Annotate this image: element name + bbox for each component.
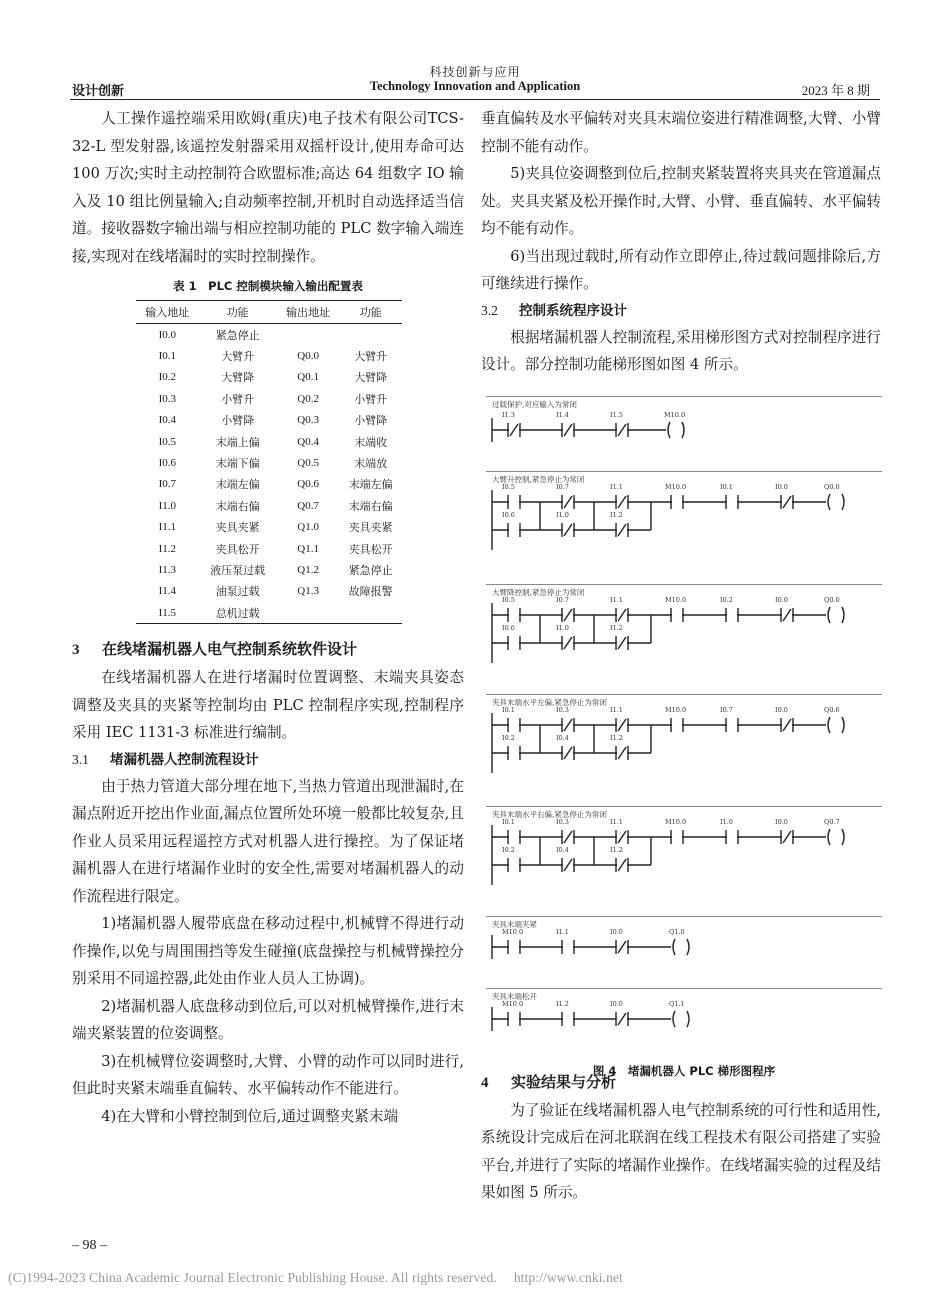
table-cell: 大臂升 xyxy=(221,350,255,364)
table-header-cell: 输入地址 xyxy=(136,301,199,324)
contact-label: I1.2 xyxy=(610,511,623,519)
coil-label: Q0.7 xyxy=(824,818,840,826)
journal-title-en: Technology Innovation and Application xyxy=(369,79,581,93)
output-coil xyxy=(671,938,691,956)
table-header-cell: 功能 xyxy=(199,301,277,324)
contact-label: I1.0 xyxy=(720,818,733,826)
table-row xyxy=(136,474,402,495)
table-row xyxy=(136,345,402,366)
network-title: 大臂升控制,紧急停止为常闭 xyxy=(492,475,585,484)
table-cell: 大臂降 xyxy=(354,371,388,385)
contact-label: I0.0 xyxy=(775,706,788,714)
contact-label: I0.2 xyxy=(502,846,515,854)
contact-label: I1.1 xyxy=(610,596,623,604)
table-cell: I1.5 xyxy=(136,602,199,624)
contact-label: I0.3 xyxy=(556,706,569,714)
section-number: 3 xyxy=(72,642,80,659)
table-cell: I1.0 xyxy=(158,499,176,512)
contact-label: I0.7 xyxy=(556,596,569,604)
contact-label: I1.4 xyxy=(556,411,569,419)
contact-label: I1.1 xyxy=(610,818,623,826)
table-cell: Q0.5 xyxy=(297,457,319,470)
output-coil xyxy=(671,1010,691,1028)
table-row xyxy=(136,324,402,346)
contact-label: I0.0 xyxy=(775,596,788,604)
ladder-rung-graphic xyxy=(486,989,882,1055)
table-cell: 末端右偏 xyxy=(215,499,260,513)
table-cell: 夹具夹紧 xyxy=(215,521,260,535)
contact-label: I0.4 xyxy=(556,846,569,854)
contact-label: M10.0 xyxy=(502,1000,524,1008)
network-title: 夹具末端水平右偏,紧急停止为常闭 xyxy=(492,810,607,819)
list-item-4: 4)在大臂和小臂控制到位后,通过调整夹紧末端 xyxy=(101,1107,399,1125)
contact-label: I1.1 xyxy=(610,483,623,491)
table-cell: I1.4 xyxy=(158,585,176,598)
contact-label: I0.0 xyxy=(775,483,788,491)
table-row xyxy=(136,388,402,409)
contact-label: I0.6 xyxy=(502,511,515,519)
table-cell: 小臂降 xyxy=(221,414,255,428)
table-cell: I0.1 xyxy=(158,350,176,363)
table-row xyxy=(136,495,402,516)
table-caption: 表 1 PLC 控制模块输入输出配置表 xyxy=(173,279,363,293)
contact-label: I0.0 xyxy=(610,928,623,936)
section-3-2-heading xyxy=(481,298,881,324)
table-cell: Q0.0 xyxy=(297,350,319,363)
contact-label: M10.0 xyxy=(502,928,524,936)
section-3-heading xyxy=(72,636,464,664)
contact-label: M10.0 xyxy=(665,706,687,714)
table-cell: Q1.2 xyxy=(297,563,319,576)
list-item-2: 2)堵漏机器人底盘移动到位后,可以对机械臂操作,进行末端夹紧装置的位姿调整。 xyxy=(72,997,464,1043)
contact-label: I1.1 xyxy=(556,928,569,936)
table-cell: I0.0 xyxy=(158,328,176,341)
table-cell: 油泵过载 xyxy=(215,585,260,599)
contact-label: I0.2 xyxy=(502,734,515,742)
contact-label: I0.3 xyxy=(556,818,569,826)
contact-label: M10.0 xyxy=(665,483,687,491)
table-header-cell: 功能 xyxy=(339,301,402,324)
table-cell: I0.7 xyxy=(158,478,176,491)
table-cell: 末端左偏 xyxy=(348,478,393,492)
table-cell: Q1.0 xyxy=(297,521,319,534)
journal-title-cn: 科技创新与应用 xyxy=(429,65,521,79)
figure-4-caption: 图 4 堵漏机器人 PLC 梯形图程序 xyxy=(592,1064,776,1078)
list-item-6: 6)当出现过载时,所有动作立即停止,待过载问题排除后,方可继续进行操作。 xyxy=(481,247,881,292)
table-cell: 夹具松开 xyxy=(348,542,393,556)
contact-label: I0.0 xyxy=(610,1000,623,1008)
table-cell: I1.3 xyxy=(158,563,176,576)
coil-label: M10.0 xyxy=(664,411,686,419)
table-row xyxy=(136,410,402,431)
contact-label: I0.7 xyxy=(556,483,569,491)
table-cell xyxy=(339,324,402,346)
subsection-title: 控制系统程序设计 xyxy=(519,302,627,319)
table-cell: Q1.1 xyxy=(297,542,319,555)
table-cell: 末端上偏 xyxy=(215,435,260,449)
list-item-1: 1)堵漏机器人履带底盘在移动过程中,机械臂不得进行动作操作,以免与周围围挡等发生碰撞(底盘操控与机械臂操控分别采用不同遥控器,此处由作业人员人工协调)。 xyxy=(72,915,464,988)
table-cell: I0.3 xyxy=(158,392,176,405)
contact-label: M10.0 xyxy=(665,596,687,604)
table-cell: I1.1 xyxy=(158,521,176,534)
ladder-network xyxy=(486,694,882,807)
table-header-cell: 输出地址 xyxy=(277,301,340,324)
section-label: 设计创新 xyxy=(72,84,125,99)
left-column xyxy=(72,105,464,1130)
contact-label: I0.7 xyxy=(720,706,733,714)
coil-label: Q0.6 xyxy=(824,706,840,714)
io-config-table xyxy=(136,300,402,624)
subsection-number: 3.1 xyxy=(72,751,89,767)
table-cell: 夹具夹紧 xyxy=(348,521,393,535)
contact-label: I0.1 xyxy=(502,706,515,714)
table-row xyxy=(136,517,402,538)
table-cell: 末端收 xyxy=(354,435,388,449)
contact-label: I1.3 xyxy=(502,411,515,419)
table-cell: I0.5 xyxy=(158,435,176,448)
network-title: 大臂降控制,紧急停止为常闭 xyxy=(492,588,585,597)
table-cell: 小臂升 xyxy=(221,392,255,406)
contact-label: I1.2 xyxy=(610,624,623,632)
copyright-footer: (C)1994-2023 China Academic Journal Electronic Publishing House. All rights reserved. http://www.cnki.net xyxy=(8,1270,623,1285)
table-cell: 小臂降 xyxy=(354,414,388,428)
table-cell xyxy=(277,324,340,346)
table-cell: I0.6 xyxy=(158,457,176,470)
table-cell: 小臂升 xyxy=(354,392,388,406)
ladder-network xyxy=(486,988,882,1055)
table-cell xyxy=(277,602,340,624)
table-cell: Q0.3 xyxy=(297,414,319,427)
section-number: 4 xyxy=(481,1074,489,1091)
coil-label: Q1.0 xyxy=(669,928,685,936)
ladder-rung-graphic xyxy=(486,397,882,472)
table-cell: Q0.7 xyxy=(297,499,319,512)
contact-label: I1.5 xyxy=(610,411,623,419)
ladder-network xyxy=(486,584,882,695)
table-cell: 末端左偏 xyxy=(215,478,260,492)
table-cell: Q0.2 xyxy=(297,392,319,405)
contact-label: I1.0 xyxy=(556,624,569,632)
table-cell: Q0.6 xyxy=(297,478,319,491)
output-coil xyxy=(666,421,686,439)
table-cell: Q0.4 xyxy=(297,435,319,448)
output-coil xyxy=(826,606,846,624)
network-title: 夹具末端夹紧 xyxy=(492,920,537,929)
network-title: 过载保护,对应输入为常闭 xyxy=(492,400,577,409)
contact-label: I1.2 xyxy=(610,734,623,742)
header-rule xyxy=(70,99,880,100)
contact-label: I0.6 xyxy=(502,624,515,632)
subsection-number: 3.2 xyxy=(481,302,498,318)
section-4-paragraph: 为了验证在线堵漏机器人电气控制系统的可行性和适用性,系统设计完成后在河北联润在线工程技术有限公司搭建了实验平台,并进行了实际的堵漏作业操作。在线堵漏实验的过程及结果如图 5 所示。 xyxy=(481,1101,881,1201)
coil-label: Q0.0 xyxy=(824,483,840,491)
issue-label: 2023 年 8 期 xyxy=(801,83,870,98)
output-coil xyxy=(826,493,846,511)
table-cell: 夹具松开 xyxy=(215,542,260,556)
table-cell: 末端右偏 xyxy=(348,499,393,513)
contact-label: I0.2 xyxy=(720,596,733,604)
subsection-title: 堵漏机器人控制流程设计 xyxy=(110,751,259,768)
table-cell: 紧急停止 xyxy=(215,328,260,342)
contact-label: I0.4 xyxy=(556,734,569,742)
section-title: 在线堵漏机器人电气控制系统软件设计 xyxy=(102,640,358,659)
network-title: 夹具末端水平左偏,紧急停止为常闭 xyxy=(492,698,607,707)
contact-label: I1.1 xyxy=(610,706,623,714)
table-cell: 紧急停止 xyxy=(348,563,393,577)
contact-label: I0.1 xyxy=(502,818,515,826)
table-cell: I0.2 xyxy=(158,371,176,384)
output-coil xyxy=(826,716,846,734)
table-cell: I0.4 xyxy=(158,414,176,427)
coil-label: Q0.0 xyxy=(824,596,840,604)
table-body xyxy=(136,324,402,624)
table-row xyxy=(136,581,402,602)
table-row xyxy=(136,367,402,388)
section-3-paragraph: 在线堵漏机器人在进行堵漏时位置调整、末端夹具姿态调整及夹具的夹紧等控制均由 PLC 控制程序实现,控制程序采用 IEC 1131-3 标准进行编制。 xyxy=(72,669,464,742)
table-cell xyxy=(339,602,402,624)
ladder-network xyxy=(486,471,882,585)
contact-label: I1.0 xyxy=(556,511,569,519)
table-row xyxy=(136,538,402,559)
table-cell: 大臂降 xyxy=(221,371,255,385)
table-cell: 液压泵过载 xyxy=(210,563,266,577)
list-item-5: 5)夹具位姿调整到位后,控制夹紧装置将夹具夹在管道漏点处。夹具夹紧及松开操作时,大臂、小臂、垂直偏转、水平偏转均不能有动作。 xyxy=(481,165,881,237)
contact-label: M10.0 xyxy=(665,818,687,826)
section-title: 实验结果与分析 xyxy=(511,1072,617,1091)
table-cell: 故障报警 xyxy=(348,585,393,599)
section-3-2-paragraph: 根据堵漏机器人控制流程,采用梯形图方式对控制程序进行设计。部分控制功能梯形图如图 4 所示。 xyxy=(481,328,881,373)
table-row xyxy=(136,602,402,624)
list-item-3: 3)在机械臂位姿调整时,大臂、小臂的动作可以同时进行,但此时夹紧末端垂直偏转、水平偏转动作不能进行。 xyxy=(72,1052,464,1098)
contact-label: I0.1 xyxy=(720,483,733,491)
table-row xyxy=(136,452,402,473)
table-cell: I1.2 xyxy=(158,542,176,555)
table-header-row xyxy=(136,301,402,324)
table-row xyxy=(136,559,402,580)
section-3-1-paragraph: 由于热力管道大部分埋在地下,当热力管道出现泄漏时,在漏点附近开挖出作业面,漏点位置所处环境一般都比较复杂,且作业人员采用远程遥控方式对机器人进行操控。为了保证堵漏机器人在进行堵漏作业时的安全性,需要对堵漏机器人的动作流程进行限定。 xyxy=(72,777,464,905)
table-cell: 总机过载 xyxy=(199,602,277,624)
table-cell: 末端下偏 xyxy=(215,457,260,471)
figure-4-ladder-diagram xyxy=(486,396,882,1054)
output-coil xyxy=(826,828,846,846)
page-number: – 98 – xyxy=(72,1238,107,1253)
table-cell: Q1.3 xyxy=(297,585,319,598)
table-row xyxy=(136,431,402,452)
network-title: 夹具末端松开 xyxy=(492,992,537,1001)
coil-label: Q1.1 xyxy=(669,1000,685,1008)
list-item-4-continued: 垂直偏转及水平偏转对夹具末端位姿进行精准调整,大臂、小臂控制不能有动作。 xyxy=(481,110,881,155)
table-cell: 末端放 xyxy=(354,457,388,471)
contact-label: I0.0 xyxy=(775,818,788,826)
intro-paragraph: 人工操作遥控端采用欧姆(重庆)电子技术有限公司TCS-32-L 型发射器,该遥控发射器采用双摇杆设计,使用寿命可达 100 万次;实时主动控制符合欧盟标准;高达 64 组数字 IO 输入及 10 组比例量输入;自动频率控制,开机时自动选择适当信道。接收器数字输出端与相应控制功能的 PLC 数字输入端连接,实现对在线堵漏时的实时控制操作。 xyxy=(72,110,464,265)
contact-label: I1.2 xyxy=(556,1000,569,1008)
ladder-network xyxy=(486,396,882,472)
contact-label: I0.5 xyxy=(502,483,515,491)
contact-label: I0.5 xyxy=(502,596,515,604)
ladder-network xyxy=(486,806,882,917)
ladder-network xyxy=(486,916,882,989)
table-cell: Q0.1 xyxy=(297,371,319,384)
table-cell: 大臂升 xyxy=(354,350,388,364)
section-3-1-heading xyxy=(72,747,464,773)
contact-label: I1.2 xyxy=(610,846,623,854)
